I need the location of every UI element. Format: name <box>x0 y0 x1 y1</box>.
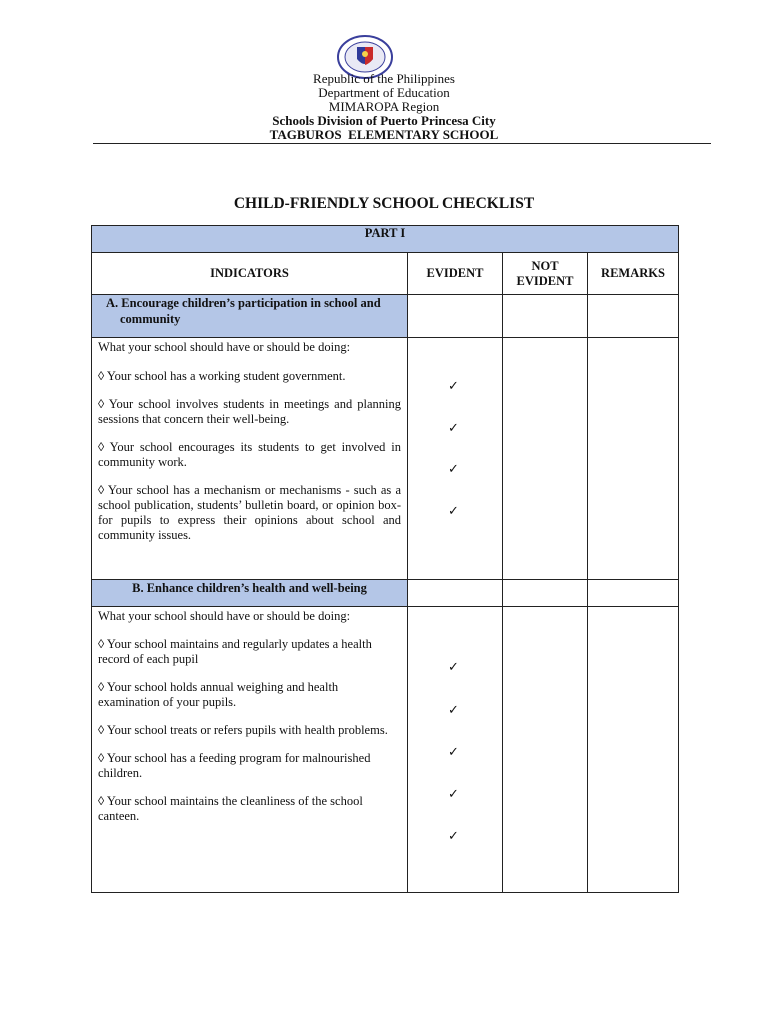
section-b-heading: B. Enhance children’s health and well-being <box>92 580 408 607</box>
section-b-evident-cell <box>408 580 503 607</box>
section-b-not-evident-cell <box>503 580 588 607</box>
indicator-a4: ◊ Your school has a mechanism or mechanisms - such as a school publication, students’ bulletin board, or opinion box-for pupils to express their opinions about school and community issues. <box>98 483 401 542</box>
indicator-a3: ◊ Your school encourages its students to get involved in community work. <box>98 440 401 469</box>
check-mark-b2: ✓ <box>448 702 459 717</box>
section-a-remarks-cell <box>588 295 679 338</box>
document-title: CHILD-FRIENDLY SCHOOL CHECKLIST <box>233 195 535 212</box>
section-a-evident-cell <box>408 295 503 338</box>
section-b-remarks-column <box>588 607 679 893</box>
indicator-b3: ◊ Your school treats or refers pupils with health problems. <box>98 723 388 737</box>
section-b-not-evident-column <box>503 607 588 893</box>
section-a-intro: What your school should have or should be doing: <box>98 340 351 354</box>
section-a-heading: A. Encourage children’s participation in school and community <box>92 295 408 338</box>
column-header-remarks: REMARKS <box>588 253 679 295</box>
checklist-table <box>91 225 679 893</box>
indicator-b1: ◊ Your school maintains and regularly updates a health record of each pupil <box>98 637 372 666</box>
check-mark-a2: ✓ <box>448 420 459 435</box>
column-header-not-evident: NOT EVIDENT <box>503 253 588 295</box>
letterhead <box>150 72 618 142</box>
column-header-evident: EVIDENT <box>408 253 503 295</box>
section-a-indicators <box>92 338 408 580</box>
check-mark-b3: ✓ <box>448 744 459 759</box>
indicator-a2: ◊ Your school involves students in meetings and planning sessions that concern their well-being. <box>98 397 401 426</box>
section-a-evident-column <box>408 338 503 580</box>
indicator-b5: ◊ Your school maintains the cleanliness of the school canteen. <box>98 794 363 823</box>
indicator-b4: ◊ Your school has a feeding program for malnourished children. <box>98 751 371 780</box>
part-heading: PART I <box>92 226 679 253</box>
section-a-remarks-column <box>588 338 679 580</box>
check-mark-a3: ✓ <box>448 461 459 476</box>
header-divider <box>93 143 711 144</box>
header-division: Schools Division of Puerto Princesa City <box>272 113 496 128</box>
header-school-name: TAGBUROS ELEMENTARY SCHOOL <box>269 127 499 142</box>
header-line-region: MIMAROPA Region <box>328 99 440 114</box>
section-a-not-evident-cell <box>503 295 588 338</box>
header-line-department: Department of Education <box>318 85 450 100</box>
column-header-indicators: INDICATORS <box>92 253 408 295</box>
section-b-evident-column <box>408 607 503 893</box>
section-b-remarks-cell <box>588 580 679 607</box>
section-b-indicators <box>92 607 408 893</box>
indicator-b2: ◊ Your school holds annual weighing and health examination of your pupils. <box>98 680 339 709</box>
section-b-intro: What your school should have or should be doing: <box>98 609 351 623</box>
check-mark-b4: ✓ <box>448 786 459 801</box>
check-mark-b5: ✓ <box>448 828 459 843</box>
section-a-not-evident-column <box>503 338 588 580</box>
header-line-republic: Republic of the Philippines <box>313 71 455 86</box>
check-mark-b1: ✓ <box>448 659 459 674</box>
indicator-a1: ◊ Your school has a working student government. <box>98 369 346 383</box>
check-mark-a4: ✓ <box>448 503 459 518</box>
check-mark-a1: ✓ <box>448 378 459 393</box>
